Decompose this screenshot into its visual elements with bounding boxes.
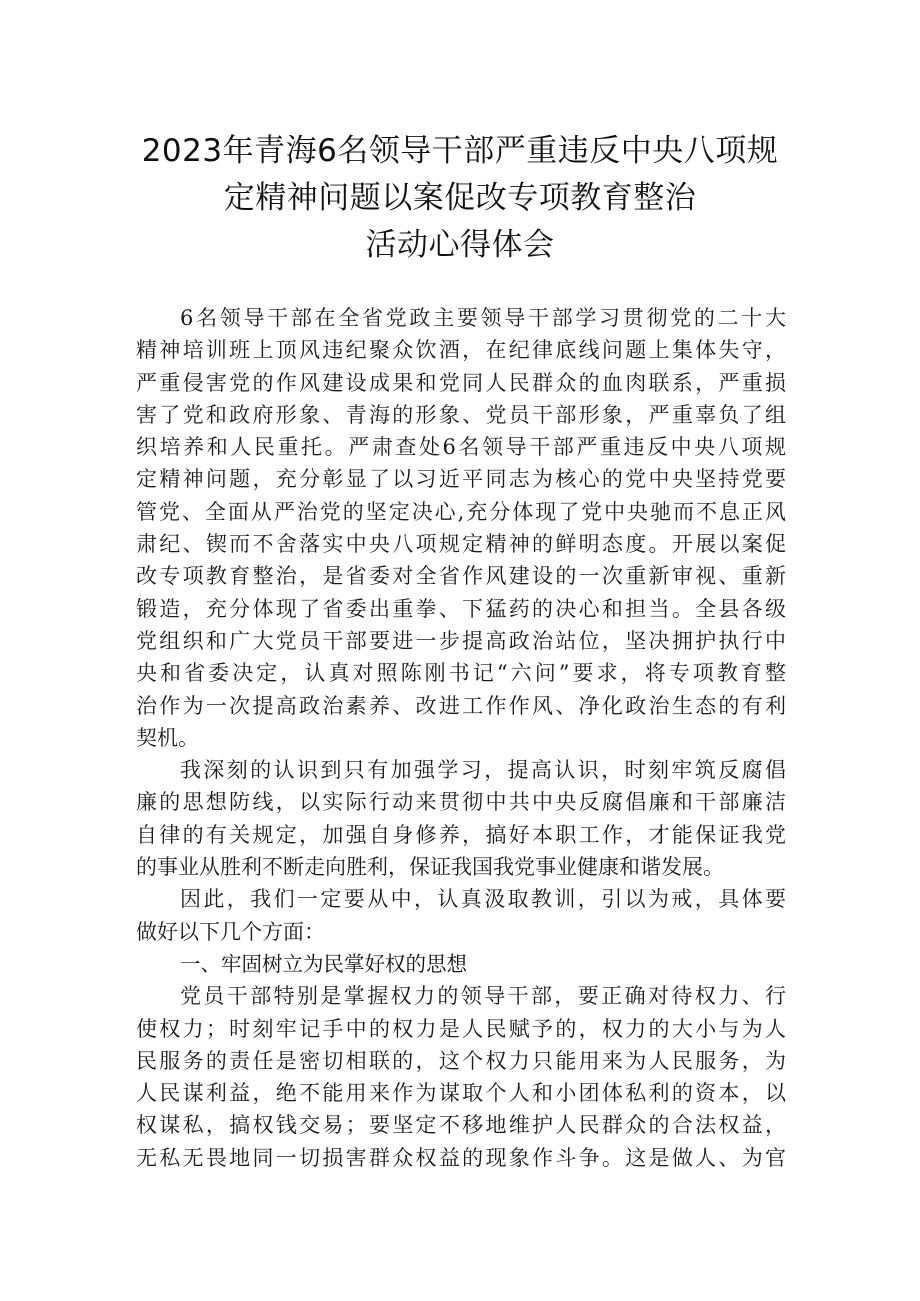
section-heading-1: 一、牢固树立为民掌好权的思想 bbox=[180, 951, 467, 976]
text-line: 自律的有关规定，加强自身修养，搞好本职工作，才能保证我党 bbox=[136, 822, 786, 847]
text-line: 无私无畏地同一切损害群众权益的现象作斗争。这是做人、为官 bbox=[136, 1145, 786, 1170]
text-line: 因此，我们一定要从中，认真汲取教训，引以为戒，具体要 bbox=[180, 887, 786, 912]
text-line: 治作为一次提高政治素养、改进工作作风、净化政治生态的有利 bbox=[136, 693, 786, 718]
text-line: 织培养和人民重托。严肃查处6名领导干部严重违反中央八项规 bbox=[136, 435, 786, 460]
text-line: 锻造，充分体现了省委出重拳、下猛药的决心和担当。全县各级 bbox=[136, 596, 786, 621]
text-line: 党员干部特别是掌握权力的领导干部，要正确对待权力、行 bbox=[180, 984, 786, 1009]
text-line: 害了党和政府形象、青海的形象、党员干部形象，严重辜负了组 bbox=[136, 402, 786, 427]
text-line: 央和省委决定，认真对照陈刚书记“六问”要求，将专项教育整 bbox=[136, 661, 786, 686]
text-line: 廉的思想防线，以实际行动来贯彻中共中央反腐倡廉和干部廉洁 bbox=[136, 790, 786, 815]
document-body bbox=[136, 302, 786, 1174]
text-line: 6名领导干部在全省党政主要领导干部学习贯彻党的二十大 bbox=[180, 306, 786, 330]
text-line: 民服务的责任是密切相联的，这个权力只能用来为人民服务，为 bbox=[136, 1048, 786, 1073]
text-line: 改专项教育整治，是省委对全省作风建设的一次重新审视、重新 bbox=[136, 564, 786, 589]
paragraph-1 bbox=[136, 302, 786, 754]
text-line: 做好以下几个方面： bbox=[136, 919, 325, 944]
text-line: 契机。 bbox=[136, 725, 199, 750]
text-line: 人民谋利益，绝不能用来作为谋取个人和小团体私利的资本，以 bbox=[136, 1081, 786, 1106]
text-line: 定精神问题，充分彰显了以习近平同志为核心的党中央坚持党要 bbox=[136, 467, 786, 492]
text-line: 党组织和广大党员干部要进一步提高政治站位，坚决拥护执行中 bbox=[136, 628, 786, 653]
text-line: 权谋私，搞权钱交易；要坚定不移地维护人民群众的合法权益， bbox=[136, 1113, 786, 1138]
text-line: 使权力；时刻牢记手中的权力是人民赋予的，权力的大小与为人 bbox=[136, 1016, 786, 1041]
document-title bbox=[100, 128, 820, 269]
text-line: 我深刻的认识到只有加强学习，提高认识，时刻牢筑反腐倡 bbox=[180, 758, 786, 783]
text-line: 的事业从胜利不断走向胜利，保证我国我党事业健康和谐发展。 bbox=[136, 855, 724, 880]
paragraph-4 bbox=[136, 980, 786, 1174]
title-line-1: 2023年青海6名领导干部严重违反中央八项规 bbox=[141, 133, 779, 169]
paragraph-3 bbox=[136, 883, 786, 948]
text-line: 管党、全面从严治党的坚定决心,充分体现了党中央驰而不息正风 bbox=[136, 499, 786, 524]
text-line: 肃纪、锲而不舍落实中央八项规定精神的鲜明态度。开展以案促 bbox=[136, 532, 786, 557]
text-line: 严重侵害党的作风建设成果和党同人民群众的血肉联系，严重损 bbox=[136, 370, 786, 395]
title-line-3: 活动心得体会 bbox=[365, 227, 555, 263]
title-line-2: 定精神问题以案促改专项教育整治 bbox=[223, 180, 697, 216]
paragraph-2 bbox=[136, 754, 786, 883]
text-line: 精神培训班上顶风违纪聚众饮酒，在纪律底线问题上集体失守， bbox=[136, 338, 786, 363]
